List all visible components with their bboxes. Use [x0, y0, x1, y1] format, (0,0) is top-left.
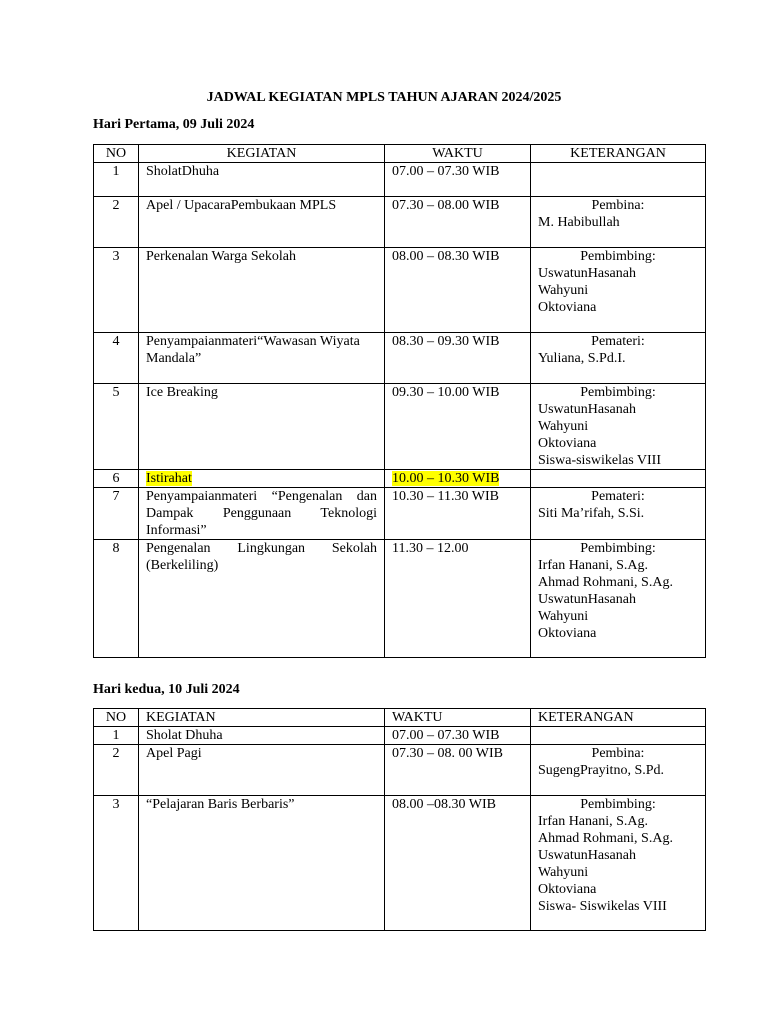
ket-person: Irfan Hanani, S.Ag. [538, 558, 649, 573]
header-keterangan: KETERANGAN [531, 145, 706, 163]
ket-role: Pembimbing: [580, 249, 656, 264]
ket-person: UswatunHasanah [538, 402, 636, 417]
row-keterangan [531, 197, 706, 248]
row-no: 3 [94, 248, 139, 333]
ket-person: Ahmad Rohmani, S.Ag. [538, 831, 673, 846]
ket-role: Pembina: [591, 746, 645, 761]
row-kegiatan: Penyampaianmateri “Pengenalan dan Dampak Penggunaan Teknologi Informasi” [139, 488, 385, 540]
row-no: 6 [94, 470, 139, 488]
row-waktu: 07.30 – 08.00 WIB [385, 197, 531, 248]
ket-person: Irfan Hanani, S.Ag. [538, 814, 649, 829]
day2-schedule-table [93, 708, 706, 931]
row-waktu: 09.30 – 10.00 WIB [385, 384, 531, 470]
table-row [94, 796, 706, 931]
row-waktu [385, 470, 531, 488]
day2-heading: Hari kedua, 10 Juli 2024 [93, 682, 240, 697]
ket-person: UswatunHasanah [538, 266, 636, 281]
ket-person: Oktoviana [538, 300, 597, 315]
header-kegiatan: KEGIATAN [139, 709, 385, 727]
table-row [94, 384, 706, 470]
header-waktu: WAKTU [385, 145, 531, 163]
row-keterangan [531, 745, 706, 796]
row-no: 2 [94, 745, 139, 796]
document-title: JADWAL KEGIATAN MPLS TAHUN AJARAN 2024/2025 [206, 90, 562, 105]
row-no: 2 [94, 197, 139, 248]
row-keterangan [531, 163, 706, 197]
row-keterangan [531, 727, 706, 745]
table-row [94, 540, 706, 658]
row-waktu: 07.00 – 07.30 WIB [385, 163, 531, 197]
row-waktu: 07.00 – 07.30 WIB [385, 727, 531, 745]
table-row [94, 248, 706, 333]
table-row [94, 470, 706, 488]
header-no: NO [94, 709, 139, 727]
row-no: 1 [94, 163, 139, 197]
row-no: 7 [94, 488, 139, 540]
table-row [94, 727, 706, 745]
row-keterangan [531, 384, 706, 470]
header-no: NO [94, 145, 139, 163]
row-waktu: 10.30 – 11.30 WIB [385, 488, 531, 540]
table-row [94, 163, 706, 197]
ket-person: Ahmad Rohmani, S.Ag. [538, 575, 673, 590]
ket-person: Wahyuni [538, 865, 589, 880]
row-kegiatan: Penyampaianmateri“Wawasan Wiyata Mandala” [139, 333, 385, 384]
row-no: 5 [94, 384, 139, 470]
row-waktu: 08.30 – 09.30 WIB [385, 333, 531, 384]
ket-person: M. Habibullah [538, 215, 620, 230]
table-row [94, 745, 706, 796]
row-no: 1 [94, 727, 139, 745]
row-kegiatan: Ice Breaking [139, 384, 385, 470]
ket-role: Pemateri: [591, 489, 645, 504]
table-header-row [94, 145, 706, 163]
ket-person: UswatunHasanah [538, 592, 636, 607]
table-row [94, 333, 706, 384]
ket-person: UswatunHasanah [538, 848, 636, 863]
row-waktu: 07.30 – 08. 00 WIB [385, 745, 531, 796]
ket-person: SugengPrayitno, S.Pd. [538, 763, 665, 778]
ket-person: Oktoviana [538, 626, 597, 641]
ket-role: Pemateri: [591, 334, 645, 349]
row-keterangan [531, 248, 706, 333]
ket-person: Siswa- Siswikelas VIII [538, 899, 667, 914]
table-row [94, 197, 706, 248]
row-keterangan [531, 488, 706, 540]
day1-heading: Hari Pertama, 09 Juli 2024 [93, 117, 255, 132]
header-waktu: WAKTU [385, 709, 531, 727]
row-waktu: 08.00 – 08.30 WIB [385, 248, 531, 333]
ket-person: Wahyuni [538, 609, 589, 624]
ket-person: Siti Ma’rifah, S.Si. [538, 506, 645, 521]
ket-person: Oktoviana [538, 882, 597, 897]
ket-role: Pembimbing: [580, 385, 656, 400]
ket-role: Pembina: [591, 198, 645, 213]
row-keterangan [531, 470, 706, 488]
ket-role: Pembimbing: [580, 797, 656, 812]
ket-person: Wahyuni [538, 283, 589, 298]
row-kegiatan: Apel Pagi [139, 745, 385, 796]
row-kegiatan: Perkenalan Warga Sekolah [139, 248, 385, 333]
row-kegiatan: Sholat Dhuha [139, 727, 385, 745]
row-kegiatan: Pengenalan Lingkungan Sekolah (Berkeliling) [139, 540, 385, 658]
row-no: 8 [94, 540, 139, 658]
ket-role: Pembimbing: [580, 541, 656, 556]
row-keterangan [531, 796, 706, 931]
ket-person: Oktoviana [538, 436, 597, 451]
row-no: 3 [94, 796, 139, 931]
header-keterangan: KETERANGAN [531, 709, 706, 727]
row-keterangan [531, 333, 706, 384]
row-no: 4 [94, 333, 139, 384]
highlighted-waktu: 10.00 – 10.30 WIB [392, 471, 500, 486]
row-waktu: 08.00 –08.30 WIB [385, 796, 531, 931]
table-header-row [94, 709, 706, 727]
ket-person: Siswa-siswikelas VIII [538, 453, 662, 468]
row-kegiatan: Apel / UpacaraPembukaan MPLS [139, 197, 385, 248]
row-kegiatan: SholatDhuha [139, 163, 385, 197]
day1-schedule-table [93, 144, 706, 658]
row-kegiatan: “Pelajaran Baris Berbaris” [139, 796, 385, 931]
row-waktu: 11.30 – 12.00 [385, 540, 531, 658]
table-row [94, 488, 706, 540]
row-keterangan [531, 540, 706, 658]
ket-person: Yuliana, S.Pd.I. [538, 351, 626, 366]
header-kegiatan: KEGIATAN [139, 145, 385, 163]
ket-person: Wahyuni [538, 419, 589, 434]
highlighted-kegiatan: Istirahat [146, 471, 192, 486]
row-kegiatan [139, 470, 385, 488]
